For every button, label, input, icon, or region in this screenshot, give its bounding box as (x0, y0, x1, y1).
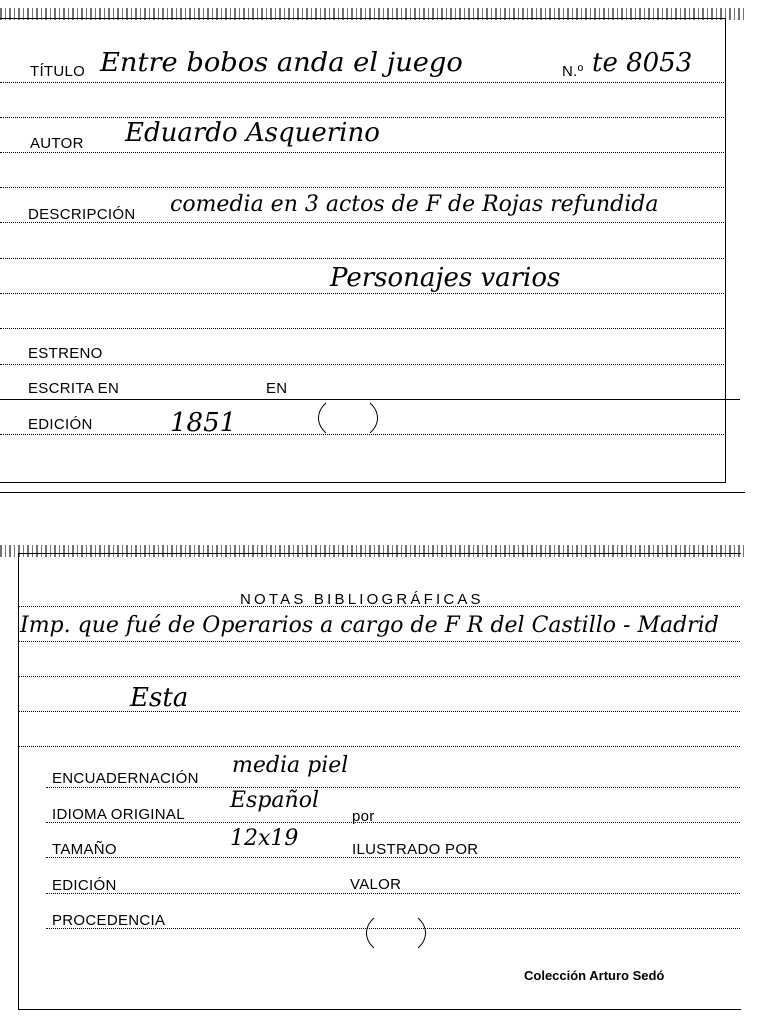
descripcion-value: comedia en 3 actos de F de Rojas refundida (170, 192, 659, 217)
rule (0, 187, 724, 188)
rule (0, 364, 724, 365)
rule (0, 293, 724, 294)
catalog-card-bottom (0, 545, 745, 1015)
rule (18, 711, 740, 712)
titulo-value: Entre bobos anda el juego (100, 48, 463, 78)
descripcion-label: DESCRIPCIÓN (28, 206, 136, 223)
idioma-value: Español (230, 788, 319, 813)
numero-label: N.º (562, 63, 584, 80)
notes-line-2: Esta (130, 683, 189, 713)
estreno-label: ESTRENO (28, 345, 103, 362)
stamp-mark (366, 910, 426, 956)
rule (0, 328, 724, 329)
rule (18, 676, 740, 677)
numero-value: te 8053 (592, 48, 693, 78)
tamano-label: TAMAÑO (52, 841, 117, 858)
edicion-label: EDICIÓN (52, 877, 117, 894)
procedencia-label: PROCEDENCIA (52, 912, 166, 929)
notes-line-1: Imp. que fué de Operarios a cargo de F R del Castillo - Madrid (20, 613, 719, 638)
rule (0, 258, 724, 259)
rule (0, 82, 724, 83)
rule (46, 893, 740, 894)
tamano-value: 12x19 (230, 826, 299, 851)
notas-heading: NOTAS BIBLIOGRÁFICAS (240, 591, 484, 608)
idioma-label: IDIOMA ORIGINAL (52, 806, 185, 823)
rule (46, 787, 740, 788)
autor-value: Eduardo Asquerino (125, 118, 380, 148)
rule (0, 399, 740, 400)
rule (18, 746, 740, 747)
autor-label: AUTOR (30, 135, 84, 152)
por-label: por (352, 808, 375, 825)
catalog-card-top (0, 0, 745, 492)
edicion-value: 1851 (170, 408, 237, 438)
encuadernacion-value: media piel (232, 753, 349, 778)
titulo-label: TÍTULO (30, 63, 86, 80)
descripcion-value-2: Personajes varios (330, 263, 561, 293)
en-label: EN (266, 380, 288, 397)
edicion-label: EDICIÓN (28, 416, 93, 433)
collection-footer: Colección Arturo Sedó (524, 968, 665, 983)
encuadernacion-label: ENCUADERNACIÓN (52, 770, 199, 787)
valor-label: VALOR (350, 876, 402, 893)
stamp-mark (318, 395, 378, 441)
escrita-en-label: ESCRITA EN (28, 380, 120, 397)
rule (18, 641, 740, 642)
rule (18, 606, 740, 607)
ilustrado-label: ILUSTRADO POR (352, 841, 479, 858)
card-separator (0, 492, 745, 493)
rule (0, 152, 724, 153)
